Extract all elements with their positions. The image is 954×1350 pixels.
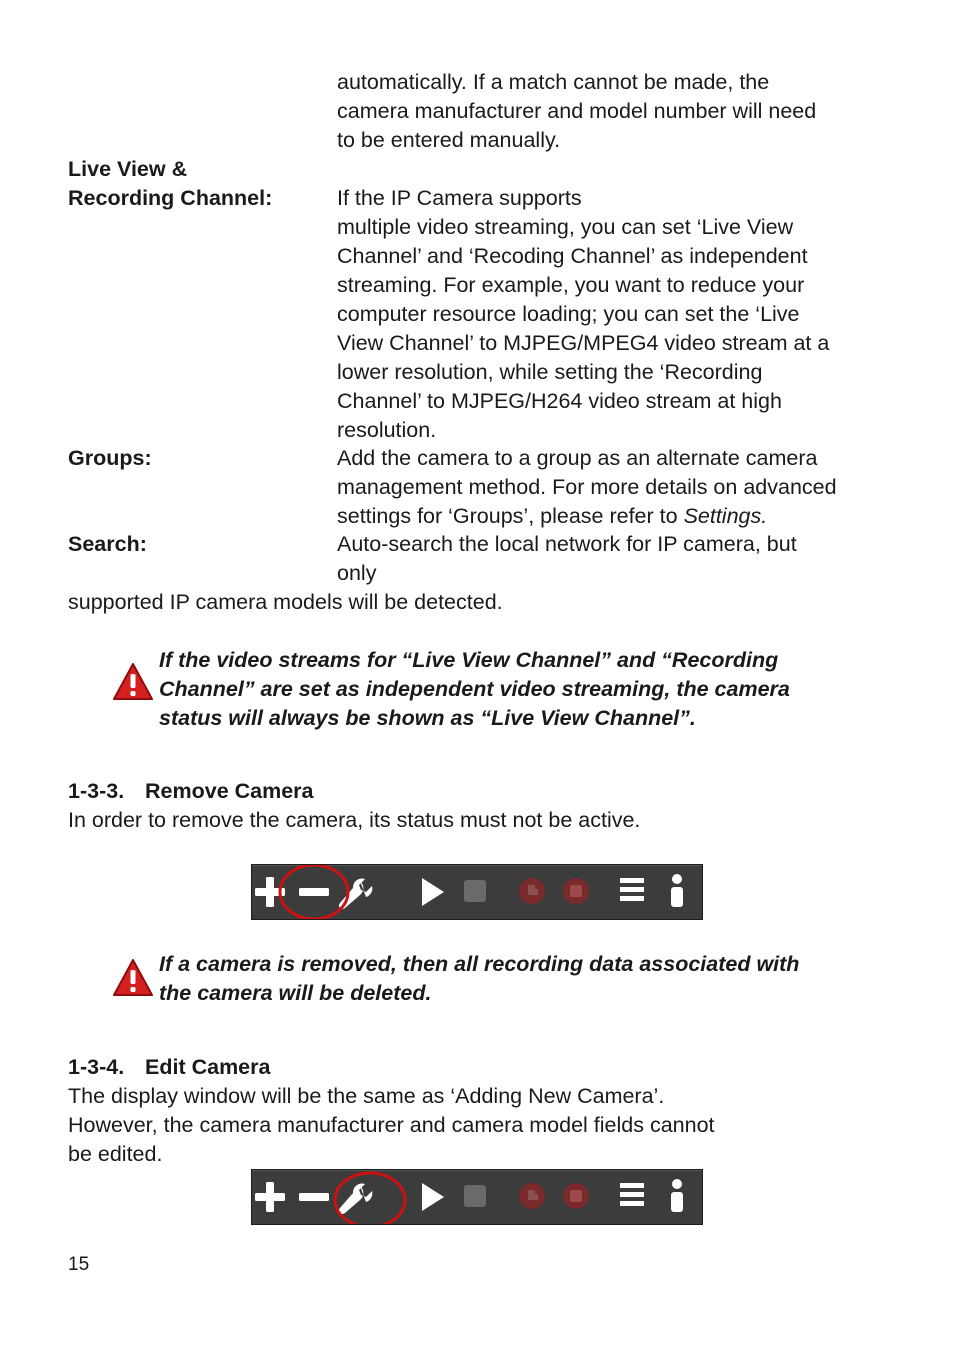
definition-line: resolution.	[337, 418, 437, 442]
section-title: Edit Camera	[145, 1055, 271, 1079]
definition-line: only	[337, 561, 377, 585]
warning-icon	[112, 958, 154, 998]
remove-icon[interactable]	[299, 888, 329, 896]
page-number: 15	[68, 1254, 90, 1275]
term-groups: Groups:	[68, 446, 152, 470]
settings-reference: Settings.	[683, 504, 768, 528]
stop-icon	[464, 1185, 486, 1207]
remove-camera-body: In order to remove the camera, its status must not be active.	[68, 808, 641, 832]
warning-line: the camera will be deleted.	[159, 981, 432, 1005]
warning-icon	[112, 662, 154, 702]
definition-line: streaming. For example, you want to reduce your	[337, 273, 805, 297]
definition-line: If the IP Camera supports	[337, 186, 582, 210]
definition-line	[337, 502, 897, 531]
section-heading-remove-camera	[68, 777, 314, 806]
section-heading-edit-camera	[68, 1053, 270, 1082]
warning-note-streams	[159, 646, 790, 733]
warning-line: If a camera is removed, then all recording data associated with	[159, 952, 800, 976]
groups-last-line: settings for ‘Groups’, please refer to	[337, 504, 684, 528]
intro-line: camera manufacturer and model number will need	[337, 99, 817, 123]
wrench-icon[interactable]	[339, 1183, 372, 1214]
info-icon[interactable]	[671, 1179, 683, 1212]
add-icon[interactable]	[255, 1182, 285, 1212]
section-number: 1-3-3.	[68, 779, 125, 803]
warning-note-remove	[159, 950, 799, 1008]
definition-line: View Channel’ to MJPEG/MPEG4 video stream at a	[337, 331, 830, 355]
list-icon[interactable]	[620, 1183, 644, 1206]
definition-line: computer resource loading; you can set the ‘Live	[337, 302, 800, 326]
search-definition	[337, 530, 897, 588]
definition-line: lower resolution, while setting the ‘Recording	[337, 360, 763, 384]
play-icon[interactable]	[422, 878, 444, 906]
body-line: However, the camera manufacturer and camera model fields cannot	[68, 1113, 715, 1137]
play-icon[interactable]	[422, 1183, 444, 1211]
camera-toolbar-remove	[251, 864, 703, 920]
edit-camera-body	[68, 1082, 715, 1169]
record-stop-icon	[563, 1183, 589, 1209]
info-icon[interactable]	[671, 874, 683, 907]
section-title: Remove Camera	[145, 779, 314, 803]
toolbar-icons	[252, 1170, 702, 1224]
stop-icon	[464, 880, 486, 902]
definition-line: Channel’ and ‘Recoding Channel’ as independent	[337, 244, 808, 268]
warning-line: status will always be shown as “Live View Channel”.	[159, 706, 696, 730]
live-view-definition	[337, 184, 897, 445]
intro-paragraph	[337, 68, 897, 155]
body-line: be edited.	[68, 1142, 163, 1166]
list-icon[interactable]	[620, 878, 644, 901]
definition-line: Add the camera to a group as an alternate camera	[337, 446, 818, 470]
term-live-view-line2: Recording Channel:	[68, 186, 273, 210]
term-live-view-line1: Live View &	[68, 157, 188, 181]
record-hand-icon	[519, 1183, 545, 1209]
toolbar-icons	[252, 865, 702, 919]
record-hand-icon	[519, 878, 545, 904]
body-line: The display window will be the same as ‘Adding New Camera’.	[68, 1084, 665, 1108]
definition-line: management method. For more details on advanced	[337, 475, 837, 499]
intro-line: to be entered manually.	[337, 128, 561, 152]
groups-definition	[337, 444, 897, 531]
section-number: 1-3-4.	[68, 1055, 125, 1079]
remove-icon[interactable]	[299, 1193, 329, 1201]
term-search: Search:	[68, 532, 147, 556]
intro-line: automatically. If a match cannot be made, the	[337, 70, 770, 94]
record-stop-icon	[563, 878, 589, 904]
warning-line: Channel” are set as independent video streaming, the camera	[159, 677, 790, 701]
search-continuation: supported IP camera models will be detected.	[68, 590, 503, 614]
definition-line: Channel’ to MJPEG/H264 video stream at high	[337, 389, 782, 413]
camera-toolbar-edit	[251, 1169, 703, 1225]
definition-line: Auto-search the local network for IP camera, but	[337, 532, 797, 556]
definition-line: multiple video streaming, you can set ‘Live View	[337, 215, 794, 239]
warning-line: If the video streams for “Live View Channel” and “Recording	[159, 648, 779, 672]
